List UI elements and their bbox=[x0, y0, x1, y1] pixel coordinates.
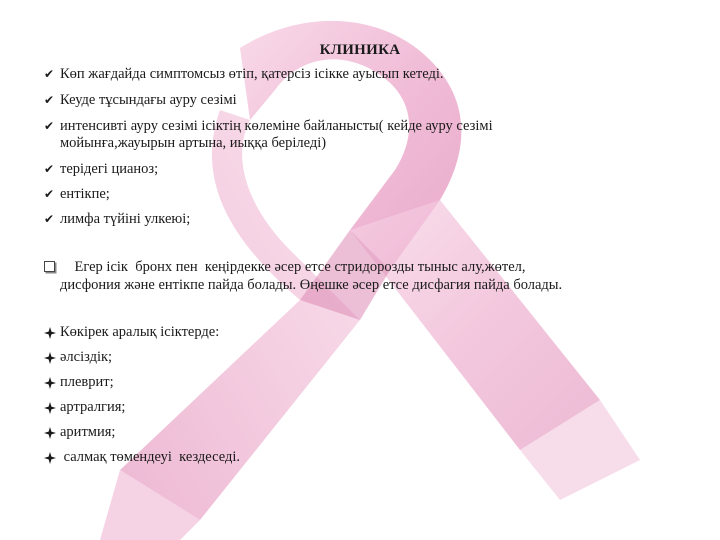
diamond-list-item bbox=[44, 424, 115, 444]
check-list-item bbox=[44, 211, 190, 228]
checkmark-icon: ✔ bbox=[44, 67, 55, 81]
check-item-text: лимфа түйіні улкеюі; bbox=[60, 211, 191, 227]
diamond-list-item bbox=[44, 349, 112, 369]
check-list-item bbox=[44, 161, 158, 178]
check-list-item bbox=[44, 66, 444, 83]
check-list-item bbox=[44, 186, 110, 203]
checkmark-icon: ✔ bbox=[44, 119, 55, 133]
diamond-bullet-icon bbox=[44, 449, 60, 469]
square-item-text: Егер ісік бронх пен кеңірдекке әсер етсе стридорозды тыныс алу,жөтел, bbox=[60, 259, 526, 275]
check-list-item bbox=[44, 118, 493, 135]
check-item-text: ентікпе; bbox=[60, 186, 110, 202]
square-bullet-icon bbox=[44, 261, 55, 272]
diamond-bullet-icon bbox=[44, 349, 60, 369]
diamond-bullet-icon bbox=[44, 374, 60, 394]
check-item-text: Кеуде тұсындағы ауру сезімі bbox=[60, 92, 237, 108]
square-item-continuation: дисфония және ентікпе пайда болады. Өңешке әсер етсе дисфагия пайда болады. bbox=[60, 277, 563, 293]
check-list-item bbox=[44, 92, 237, 109]
checkmark-icon: ✔ bbox=[44, 162, 55, 176]
diamond-bullet-icon bbox=[44, 399, 60, 419]
diamond-item-text: артралгия; bbox=[60, 399, 126, 415]
diamond-list-item bbox=[44, 449, 240, 469]
diamond-item-text: аритмия; bbox=[60, 424, 116, 440]
square-list-item bbox=[44, 259, 526, 277]
diamond-bullet-icon bbox=[44, 324, 60, 344]
diamond-item-text: салмақ төмендеуі кездеседі. bbox=[60, 449, 240, 465]
check-item-continuation: мойынға,жауырын артына, иыққа беріледі) bbox=[60, 135, 327, 151]
checkmark-icon: ✔ bbox=[44, 212, 55, 226]
diamond-list-item bbox=[44, 324, 219, 344]
diamond-list-item bbox=[44, 399, 125, 419]
diamond-item-text: әлсіздік; bbox=[60, 349, 113, 365]
diamond-list-item bbox=[44, 374, 114, 394]
diamond-item-text: плеврит; bbox=[60, 374, 114, 390]
check-item-text: интенсивті ауру сезімі ісіктің көлеміне байланысты( кейде ауру сезімі bbox=[60, 118, 493, 134]
slide-title: КЛИНИКА bbox=[319, 42, 401, 58]
diamond-item-text: Көкірек аралық ісіктерде: bbox=[60, 324, 220, 340]
checkmark-icon: ✔ bbox=[44, 187, 55, 201]
checkmark-icon: ✔ bbox=[44, 93, 55, 107]
check-item-text: терідегі цианоз; bbox=[60, 161, 159, 177]
diamond-bullet-icon bbox=[44, 424, 60, 444]
check-item-text: Көп жағдайда симптомсыз өтіп, қатерсіз ісікке ауысып кетеді. bbox=[60, 66, 444, 82]
